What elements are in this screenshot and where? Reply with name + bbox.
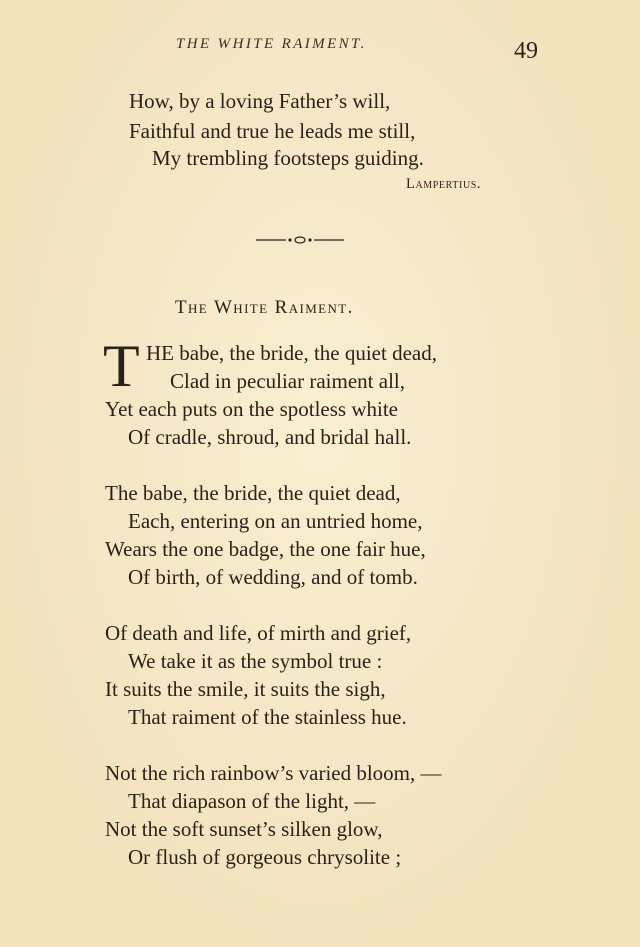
page-number: 49 xyxy=(514,38,538,64)
poem-line: Or flush of gorgeous chrysolite ; xyxy=(128,845,402,869)
poem-line: HE babe, the bride, the quiet dead, xyxy=(146,341,437,365)
previous-poem-line: How, by a loving Father’s will, xyxy=(129,89,391,113)
poem-line: Not the rich rainbow’s varied bloom, — xyxy=(105,761,442,785)
poem-line: Of death and life, of mirth and grief, xyxy=(105,621,412,645)
poem-line: Clad in peculiar raiment all, xyxy=(170,369,405,393)
poem-line: Yet each puts on the spotless white xyxy=(105,397,399,421)
previous-poem-line: My trembling footsteps guiding. xyxy=(152,146,424,170)
poem-line: Of birth, of wedding, and of tomb. xyxy=(128,565,418,589)
drop-cap: T xyxy=(103,333,140,399)
poem-title: The White Raiment. xyxy=(175,297,354,318)
poem-line: It suits the smile, it suits the sigh, xyxy=(105,677,386,701)
running-head: THE WHITE RAIMENT. xyxy=(176,36,367,52)
poem-line: We take it as the symbol true : xyxy=(128,649,383,673)
poem-line: Wears the one badge, the one fair hue, xyxy=(105,537,426,561)
poem-line: That diapason of the light, — xyxy=(128,789,376,813)
poem-line: That raiment of the stainless hue. xyxy=(128,705,407,729)
poem-line: The babe, the bride, the quiet dead, xyxy=(105,481,401,505)
poem-line: Not the soft sunset’s silken glow, xyxy=(105,817,383,841)
poem-line: Of cradle, shroud, and bridal hall. xyxy=(128,425,412,449)
poem-line: Each, entering on an untried home, xyxy=(128,509,423,533)
previous-poem-line: Faithful and true he leads me still, xyxy=(129,119,416,143)
attribution: Lampertius. xyxy=(406,176,482,192)
ornament-divider-icon xyxy=(256,233,344,247)
